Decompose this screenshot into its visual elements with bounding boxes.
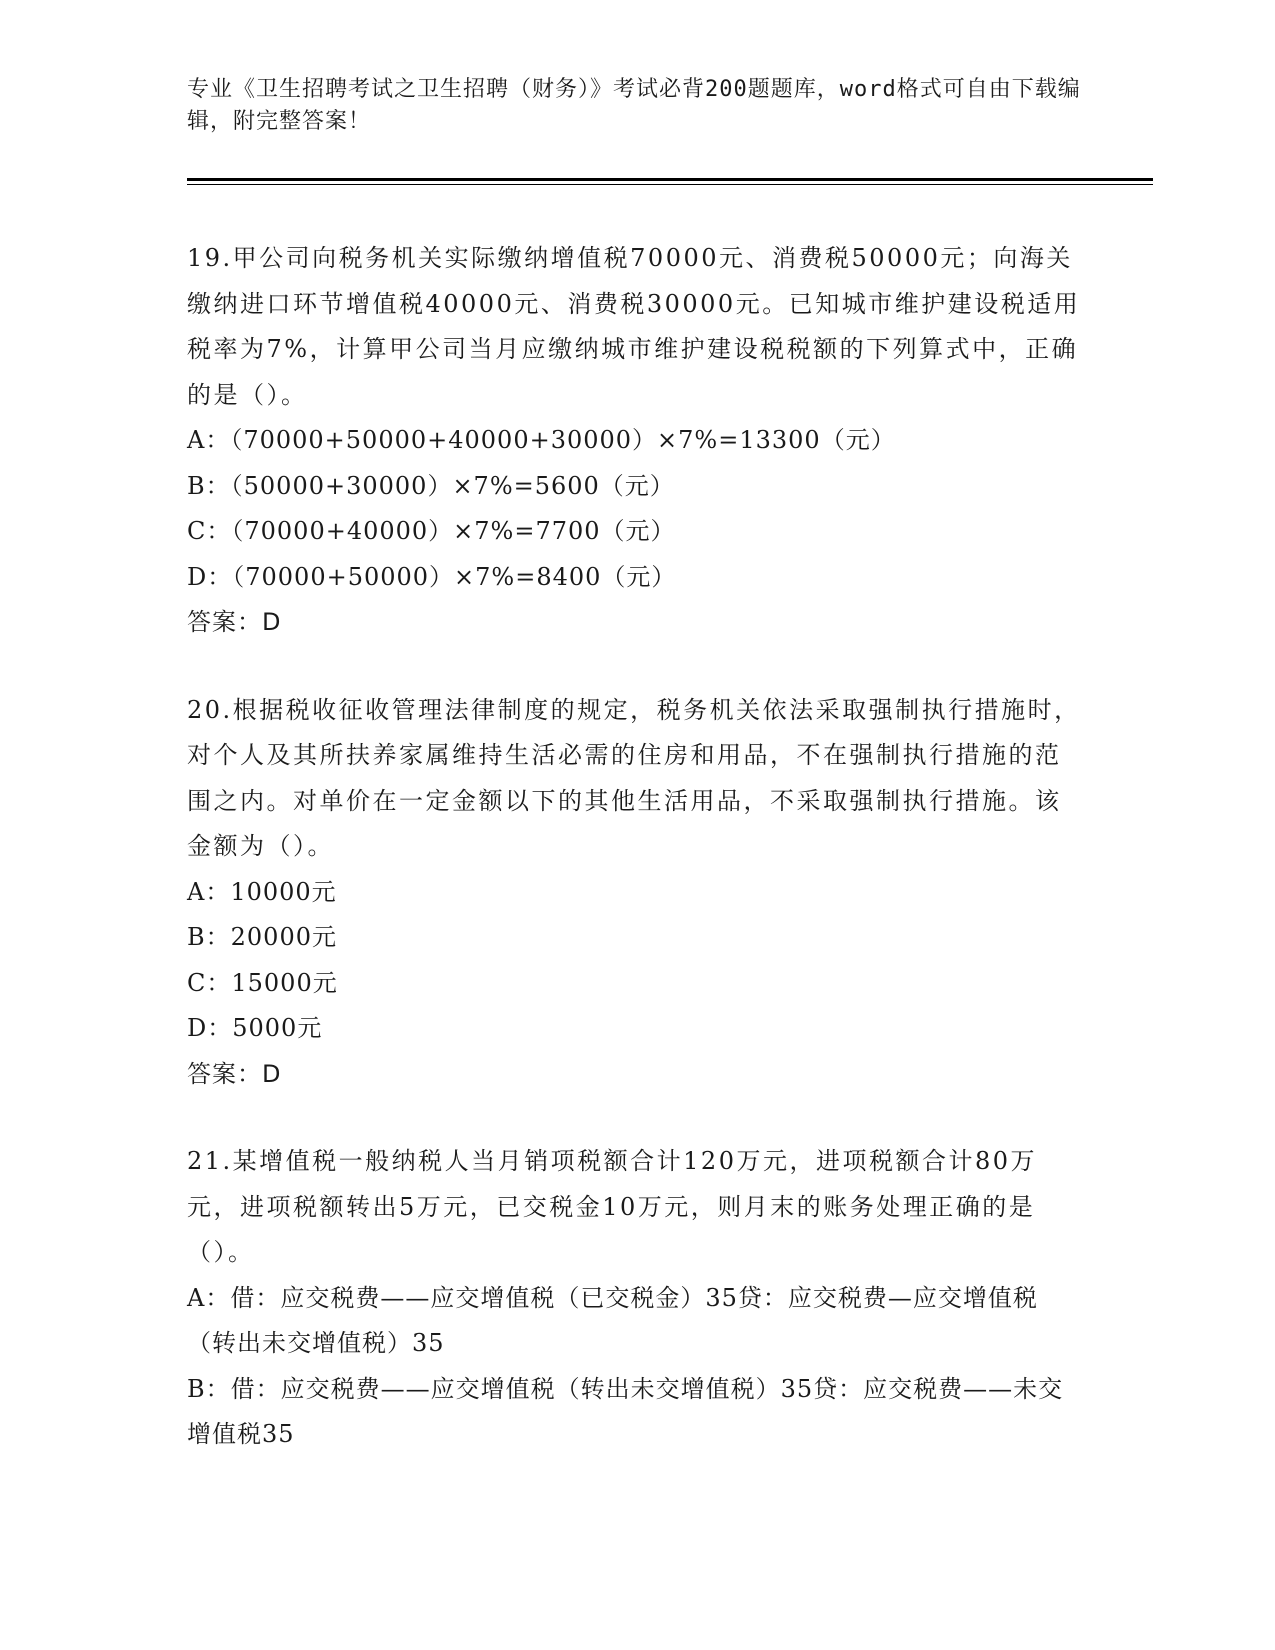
question-stem: 20.根据税收征收管理法律制度的规定，税务机关依法采取强制执行措施时，对个人及其所扶养家属维持生活必需的住房和用品，不在强制执行措施的范围之内。对单价在一定金额以下的其他生活用品，不采取强制执行措施。该金额为（）。 xyxy=(187,695,1081,860)
question-20 xyxy=(187,688,1087,1098)
question-19 xyxy=(187,236,1087,646)
option-c: C：（70000+40000）×7%=7700（元） xyxy=(187,517,676,545)
answer-line: 答案：D xyxy=(187,608,282,636)
option-b: B：（50000+30000）×7%=5600（元） xyxy=(187,471,675,500)
option-a: A：10000元 xyxy=(187,877,337,906)
header-rule-thin xyxy=(187,184,1153,185)
option-d: D：（70000+50000）×7%=8400（元） xyxy=(187,562,677,591)
answer-line: 答案：D xyxy=(187,1059,282,1088)
option-c: C：15000元 xyxy=(187,968,338,997)
question-stem: 19.甲公司向税务机关实际缴纳增值税70000元、消费税50000元；向海关缴纳进口环节增值税40000元、消费税30000元。已知城市维护建设税适用税率为7%，计算甲公司当月应缴纳城市维护建设税税额的下列算式中，正确的是（）。 xyxy=(187,244,1081,409)
question-list xyxy=(187,236,1087,1500)
question-stem: 21.某增值税一般纳税人当月销项税额合计120万元，进项税额合计80万元，进项税额转出5万元，已交税金10万元，则月末的账务处理正确的是（）。 xyxy=(187,1147,1038,1266)
option-d: D：5000元 xyxy=(187,1014,323,1042)
header-rule-thick xyxy=(187,178,1153,181)
option-b: B：借：应交税费——应交增值税（转出未交增值税）35贷：应交税费——未交增值税35 xyxy=(187,1374,1064,1448)
option-b: B：20000元 xyxy=(187,923,337,951)
question-21 xyxy=(187,1139,1087,1458)
option-a: A：（70000+50000+40000+30000）×7%=13300（元） xyxy=(187,426,896,454)
option-a: A：借：应交税费——应交增值税（已交税金）35贷：应交税费—应交增值税（转出未交增值税）35 xyxy=(187,1283,1038,1357)
document-header: 专业《卫生招聘考试之卫生招聘（财务）》考试必背200题题库，word格式可自由下载编辑，附完整答案！ xyxy=(187,77,1081,134)
